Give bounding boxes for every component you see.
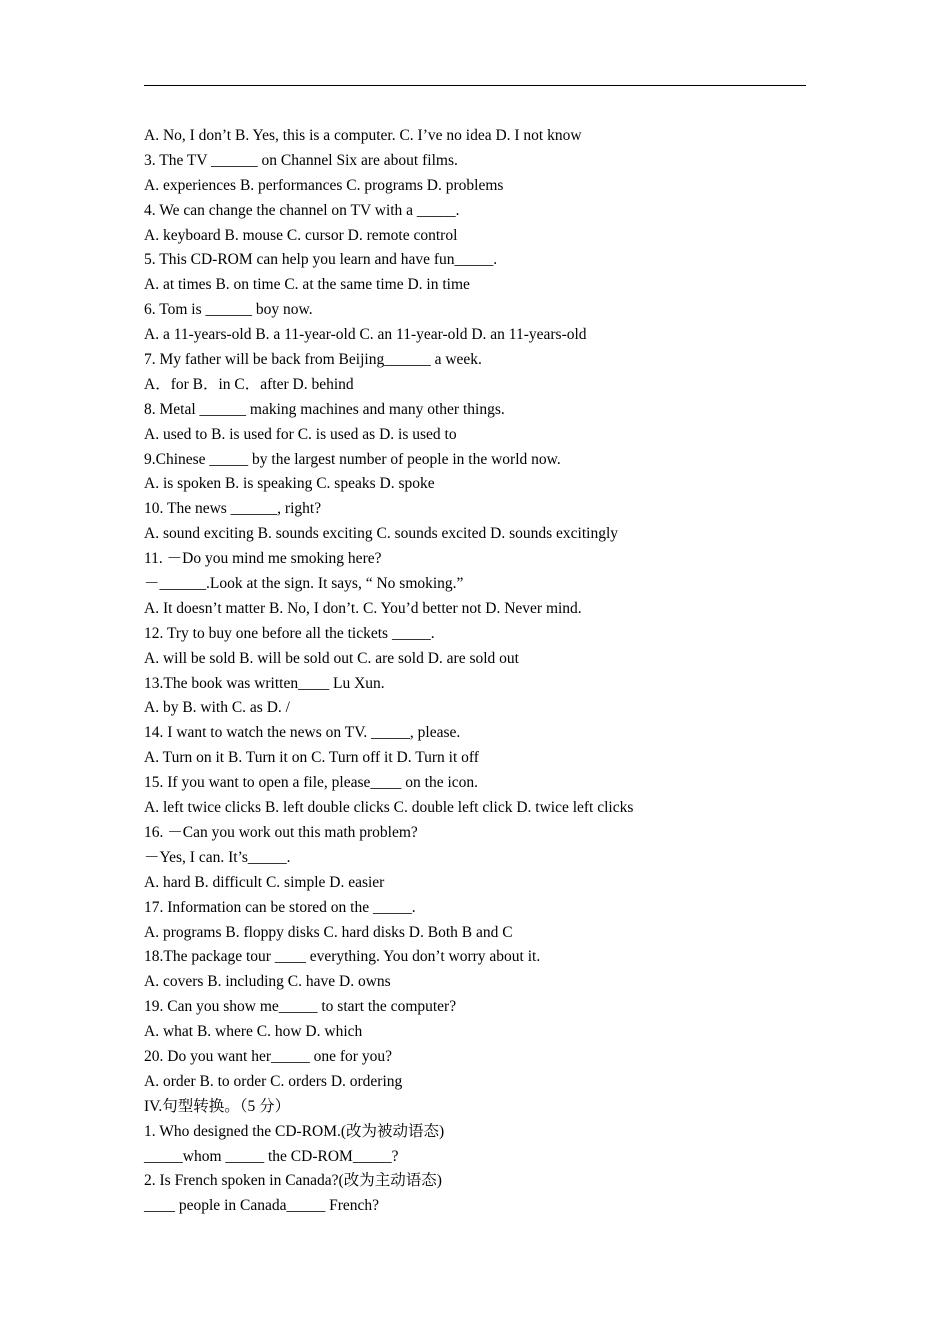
text-line: 13.The book was written____ Lu Xun. <box>144 674 385 692</box>
text-line: A. experiences B. performances C. programs D. problems <box>144 176 504 194</box>
text-line: 7. My father will be back from Beijing______ a week. <box>144 351 482 369</box>
text-line: 6. Tom is ______ boy now. <box>144 301 313 319</box>
header-rule <box>144 85 806 86</box>
document-body <box>144 124 814 1219</box>
text-line: A. programs B. floppy disks C. hard disks D. Both B and C <box>144 923 513 941</box>
text-line: A. sound exciting B. sounds exciting C. sounds excited D. sounds excitingly <box>144 525 619 543</box>
text-line: A. It doesn’t matter B. No, I don’t. C. You’d better not D. Never mind. <box>144 599 582 617</box>
text-line: A. a 11-years-old B. a 11-year-old C. an 11-year-old D. an 11-years-old <box>144 326 587 344</box>
text-line: 9.Chinese _____ by the largest number of people in the world now. <box>144 450 561 468</box>
text-line: 2. Is French spoken in Canada?(改为主动语态) <box>144 1172 442 1190</box>
text-line: 1. Who designed the CD-ROM.(改为被动语态) <box>144 1122 445 1140</box>
text-line: 11. －Do you mind me smoking here? <box>144 550 382 568</box>
text-line: 5. This CD-ROM can help you learn and have fun_____. <box>144 251 498 269</box>
section-heading: IV.句型转换。（5 分） <box>144 1097 291 1115</box>
text-line: 4. We can change the channel on TV with a _____. <box>144 201 460 219</box>
text-line: 17. Information can be stored on the _____. <box>144 898 416 916</box>
text-line: A. what B. where C. how D. which <box>144 1023 363 1041</box>
text-line: －Yes, I can. It’s_____. <box>144 848 291 866</box>
text-line: A. will be sold B. will be sold out C. are sold D. are sold out <box>144 649 519 667</box>
text-line: 10. The news ______, right? <box>144 500 322 518</box>
text-line: A. is spoken B. is speaking C. speaks D. spoke <box>144 475 435 493</box>
text-line: 18.The package tour ____ everything. You don’t worry about it. <box>144 948 541 966</box>
text-line: A. keyboard B. mouse C. cursor D. remote control <box>144 226 458 244</box>
text-line: 8. Metal ______ making machines and many other things. <box>144 400 505 418</box>
text-line: A. at times B. on time C. at the same time D. in time <box>144 276 470 294</box>
text-line: 3. The TV ______ on Channel Six are about films. <box>144 151 458 169</box>
text-line: A. No, I don’t B. Yes, this is a computer. C. I’ve no idea D. I not know <box>144 127 582 144</box>
text-line: 14. I want to watch the news on TV. _____, please. <box>144 724 461 742</box>
text-line: A. Turn on it B. Turn it on C. Turn off it D. Turn it off <box>144 749 479 767</box>
text-line: A. left twice clicks B. left double clicks C. double left click D. twice left clicks <box>144 799 634 817</box>
text-line: －______.Look at the sign. It says, “ No smoking.” <box>144 575 464 593</box>
text-line: 12. Try to buy one before all the tickets _____. <box>144 624 435 642</box>
text-line: A. used to B. is used for C. is used as D. is used to <box>144 425 457 443</box>
text-line: 19. Can you show me_____ to start the computer? <box>144 998 457 1016</box>
text-line: 15. If you want to open a file, please____ on the icon. <box>144 774 479 792</box>
text-line: A．for B．in C．after D. behind <box>144 375 354 393</box>
text-line: 20. Do you want her_____ one for you? <box>144 1047 392 1065</box>
text-line: A. covers B. including C. have D. owns <box>144 973 391 991</box>
text-line: 16. －Can you work out this math problem? <box>144 823 418 841</box>
text-line: _____whom _____ the CD-ROM_____? <box>144 1147 399 1165</box>
text-line: ____ people in Canada_____ French? <box>144 1197 380 1215</box>
text-line: A. by B. with C. as D. / <box>144 699 290 717</box>
text-line: A. hard B. difficult C. simple D. easier <box>144 873 385 891</box>
text-line: A. order B. to order C. orders D. ordering <box>144 1072 403 1090</box>
